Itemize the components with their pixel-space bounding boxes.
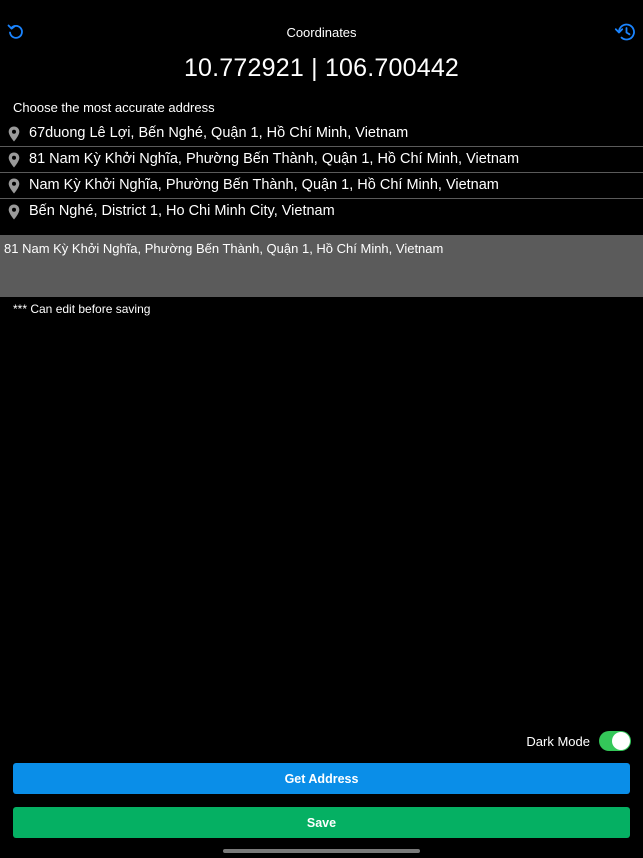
address-text: Bến Nghé, District 1, Ho Chi Minh City, Vietnam: [29, 203, 335, 219]
dark-mode-label: Dark Mode: [526, 733, 590, 749]
map-pin-icon: [8, 178, 20, 194]
dark-mode-setting: [526, 731, 631, 751]
address-option[interactable]: [0, 173, 643, 199]
coordinates-readout: [0, 54, 643, 83]
address-text: 81 Nam Kỳ Khởi Nghĩa, Phường Bến Thành, Quận 1, Hồ Chí Minh, Vietnam: [29, 151, 520, 167]
address-editor[interactable]: [0, 235, 643, 297]
home-indicator: [223, 849, 420, 853]
dark-mode-toggle[interactable]: [599, 731, 631, 751]
choose-address-label: Choose the most accurate address: [13, 100, 215, 115]
save-button[interactable]: Save: [13, 807, 630, 838]
map-pin-icon: [8, 204, 20, 220]
page-title: Coordinates: [286, 25, 357, 40]
history-icon[interactable]: [612, 19, 638, 45]
edit-hint: *** Can edit before saving: [13, 302, 151, 316]
address-text: 67duong Lê Lợi, Bến Nghé, Quận 1, Hồ Chí Minh, Vietnam: [29, 125, 409, 141]
longitude-value: 106.700442: [324, 54, 460, 82]
get-address-button[interactable]: Get Address: [13, 763, 630, 794]
address-option[interactable]: [0, 199, 643, 224]
address-option[interactable]: [0, 121, 643, 147]
latitude-value: 10.772921: [183, 54, 304, 82]
address-text: Nam Kỳ Khởi Nghĩa, Phường Bến Thành, Quận 1, Hồ Chí Minh, Vietnam: [29, 177, 499, 193]
map-pin-icon: [8, 126, 20, 142]
map-pin-icon: [8, 152, 20, 168]
top-bar: [0, 0, 643, 56]
address-option[interactable]: [0, 147, 643, 173]
coordinate-separator: |: [311, 54, 318, 82]
toggle-knob: [612, 732, 630, 750]
address-list: [0, 121, 643, 224]
